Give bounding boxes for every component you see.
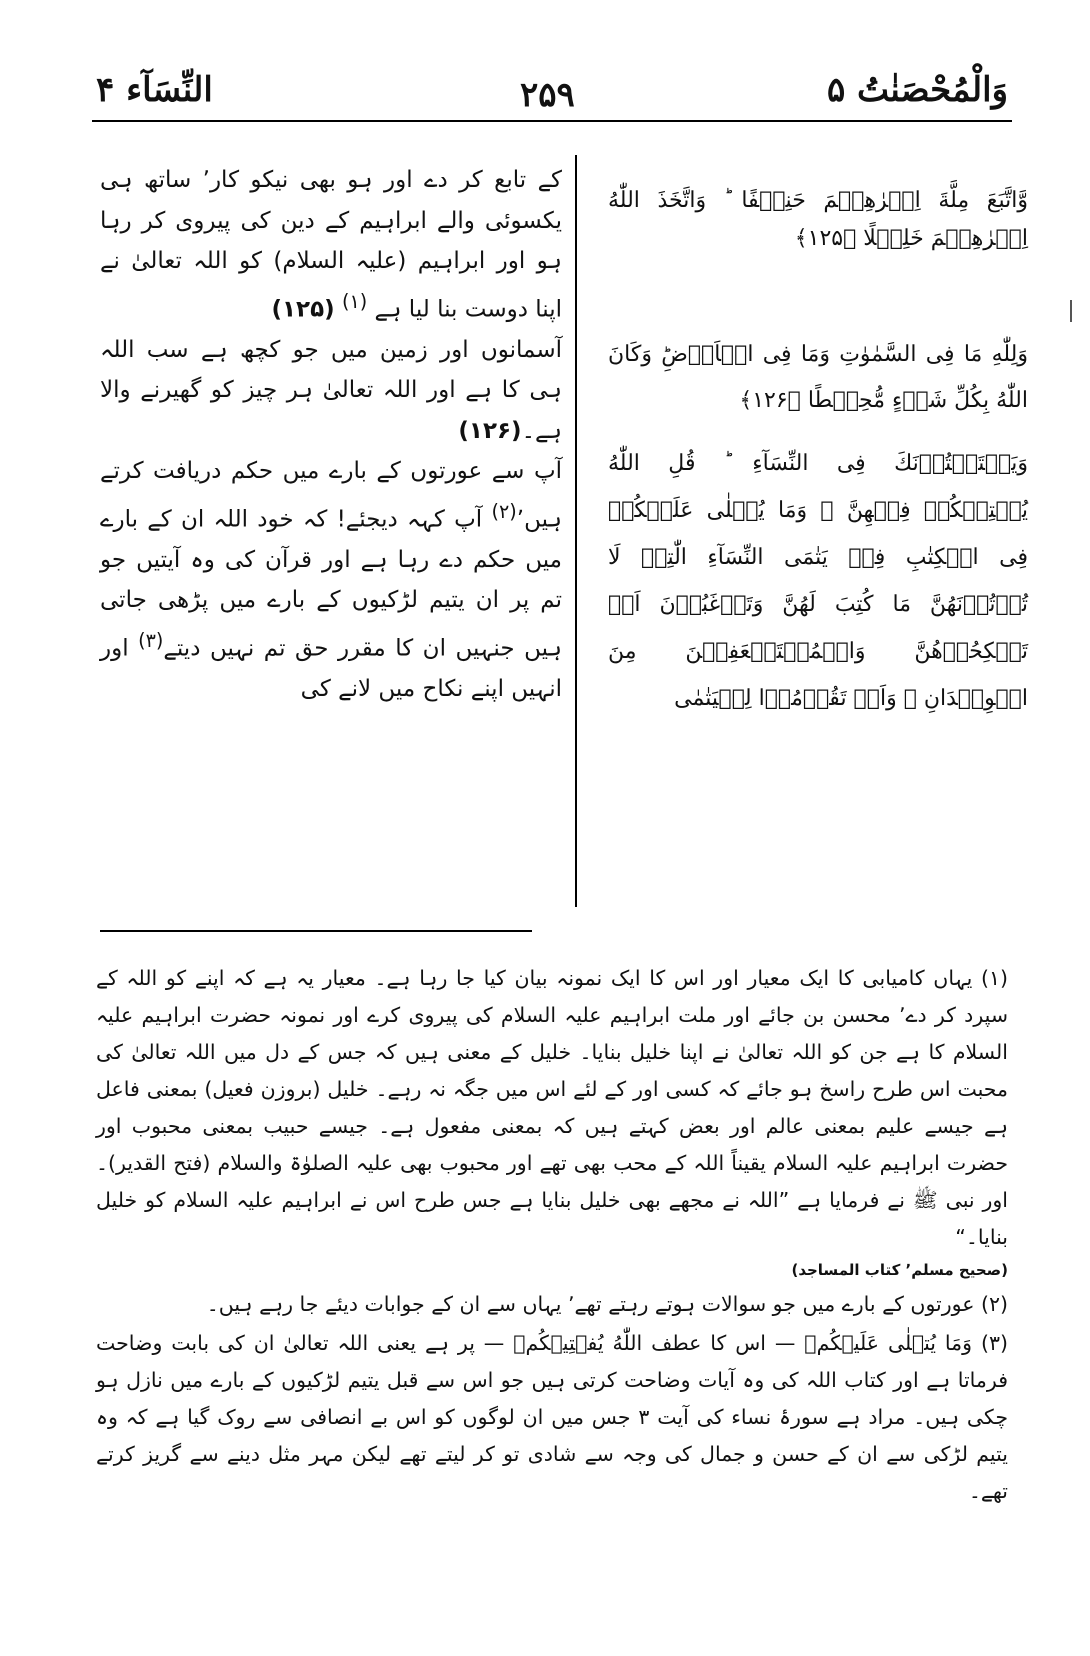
translation-verse-127 bbox=[100, 451, 562, 709]
surah-title: النِّسَآء ۴ bbox=[96, 70, 213, 110]
column-divider bbox=[575, 155, 577, 907]
arabic-verse-125: وَّاتَّبَعَ مِلَّةَ اِبۡرٰهِيۡمَ حَنِيۡفًا‌ ؕ وَاتَّخَذَ اللّٰهُ اِبۡرٰهِيۡمَ خَلِيۡلًا ﴿۱۲۵﴾ bbox=[608, 188, 1028, 251]
footnote-1 bbox=[96, 960, 1008, 1284]
footnote-1-source: (صحیح مسلم٬ کتاب المساجد) bbox=[791, 1261, 1008, 1279]
page-number: ۲۵۹ bbox=[520, 75, 575, 115]
juz-title: وَالْمُحْصَنٰتُ ۵ bbox=[826, 70, 1008, 110]
footnote-separator bbox=[100, 930, 532, 932]
footnote-marker-2: (۲) bbox=[491, 499, 517, 523]
translation-verse-126 bbox=[100, 330, 562, 452]
translation-text-126: آسمانوں اور زمین میں جو کچھ ہے سب اللہ ہی کا ہے اور اللہ تعالیٰ ہر چیز کو گھیرنے والا ہے۔ bbox=[100, 336, 562, 444]
header-rule bbox=[92, 120, 1012, 122]
footnote-marker-1: (۱) bbox=[341, 289, 368, 313]
urdu-translation bbox=[100, 160, 562, 709]
translation-verse-125 bbox=[100, 160, 562, 330]
footnote-2: (۲) عورتوں کے بارے میں جو سوالات ہوتے رہتے تھے٬ یہاں سے ان کے جوابات دیئے جا رہے ہیں۔ bbox=[206, 1292, 1008, 1316]
translation-text-127b: آپ کہہ دیجئے! کہ خود اللہ ان کے بارے میں حکم دے رہا ہے اور قرآن کی وہ آیتیں جو تم پر ان یتیم لڑکیوں کے بارے میں پڑھی جاتی ہیں جنہیں ان کا مقرر حق تم نہیں دیتے bbox=[100, 506, 562, 662]
footnote-1-text: (۱) یہاں کامیابی کا ایک معیار اور اس کا ایک نمونہ بیان کیا جا رہا ہے۔ معیار یہ ہے کہ اپنے کو اللہ کے سپرد کر دے٬ محسن بن جائے اور ملت ابراہیم علیہ السلام کی پیروی کرے اور نمونہ حضرت ابراہیم علیہ السلام کا ہے جن کو اللہ تعالیٰ نے اپنا خلیل بنایا۔ خلیل کے معنی ہیں کہ جس کے دل میں اللہ تعالیٰ کی محبت اس طرح راسخ ہو جائے کہ کسی اور کے لئے اس میں جگہ نہ رہے۔ خلیل (بروزن فعیل) بمعنی فاعل ہے جیسے علیم بمعنی عالم اور بعض کہتے ہیں کہ بمعنی مفعول ہے۔ جیسے حبیب بمعنی محبوب اور حضرت ابراہیم علیہ السلام یقیناً اللہ کے محب بھی تھے اور محبوب بھی علیہ الصلوٰۃ والسلام (فتح القدیر)۔ اور نبی ﷺ نے فرمایا ہے ”اللہ نے مجھے بھی خلیل بنایا ہے جس طرح اس نے ابراہیم علیہ السلام کو خلیل بنایا۔“ bbox=[96, 966, 1008, 1249]
footnote-3: (۳) وَمَا يُتۡلٰى عَلَيۡكُمۡ — اس کا عطف اللّٰهُ يُفۡتِيۡكُمۡ — پر ہے یعنی اللہ تعالیٰ ان کی بابت وضاحت فرماتا ہے اور کتاب اللہ کی وہ آیات وضاحت کرتی ہیں جو اس سے قبل یتیم لڑکیوں کے بارے میں نازل ہو چکی ہیں۔ مراد ہے سورۂ نساء کی آیت ۳ جس میں ان لوگوں کو اس بے انصافی سے روک گیا ہے کہ وہ یتیم لڑکی سے ان کے حسن و جمال کی وجہ سے شادی تو کر لیتے تھے لیکن مہر مثل دینے سے گریز کرتے تھے۔ bbox=[96, 1331, 1008, 1503]
arabic-verse-126: وَلِلّٰهِ مَا فِى السَّمٰوٰتِ وَمَا فِى الۡاَرۡضِ‌ؕ وَكَانَ اللّٰهُ بِكُلِّ شَىۡءٍ مُّحِيۡطًا ﴿۱۲۶﴾ bbox=[608, 342, 1028, 413]
translation-text-127a: آپ سے عورتوں کے بارے میں حکم دریافت کرتے ہیں٬ bbox=[100, 458, 562, 533]
arabic-verse-127: وَيَسۡتَفۡتُوۡنَكَ فِى النِّسَآءِ‌ ؕ قُلِ اللّٰهُ يُفۡتِيۡكُمۡ فِيۡهِنَّ ۙ وَمَا يُتۡلٰى عَلَيۡكُمۡ فِى الۡكِتٰبِ فِىۡ يَتٰمَى النِّسَآءِ الّٰتِىۡ لَا تُؤۡتُوۡنَهُنَّ مَا كُتِبَ لَهُنَّ وَتَرۡغَبُوۡنَ اَنۡ تَنۡكِحُوۡهُنَّ وَالۡمُسۡتَضۡعَفِيۡنَ مِنَ الۡوِلۡدَانِ ۙ وَاَنۡ تَقُوۡمُوۡا لِلۡيَتٰمٰى bbox=[608, 451, 1028, 711]
footnote-marker-3: (۳) bbox=[138, 628, 164, 652]
verse-number-125: (۱۲۵) bbox=[271, 296, 335, 323]
verse-number-126: (۱۲۶) bbox=[458, 417, 522, 444]
translation-text-127c: اور انہیں اپنے نکاح میں لانے کی bbox=[100, 635, 562, 702]
margin-mark bbox=[1070, 300, 1072, 322]
translation-text-125: کے تابع کر دے اور ہو بھی نیکو کار٬ ساتھ ہی یکسوئی والے ابراہیم کے دین کی پیروی کر رہا ہو اور ابراہیم (علیہ السلام) کو اللہ تعالیٰ نے اپنا دوست بنا لیا ہے bbox=[100, 167, 563, 323]
footnotes bbox=[96, 960, 1008, 1512]
